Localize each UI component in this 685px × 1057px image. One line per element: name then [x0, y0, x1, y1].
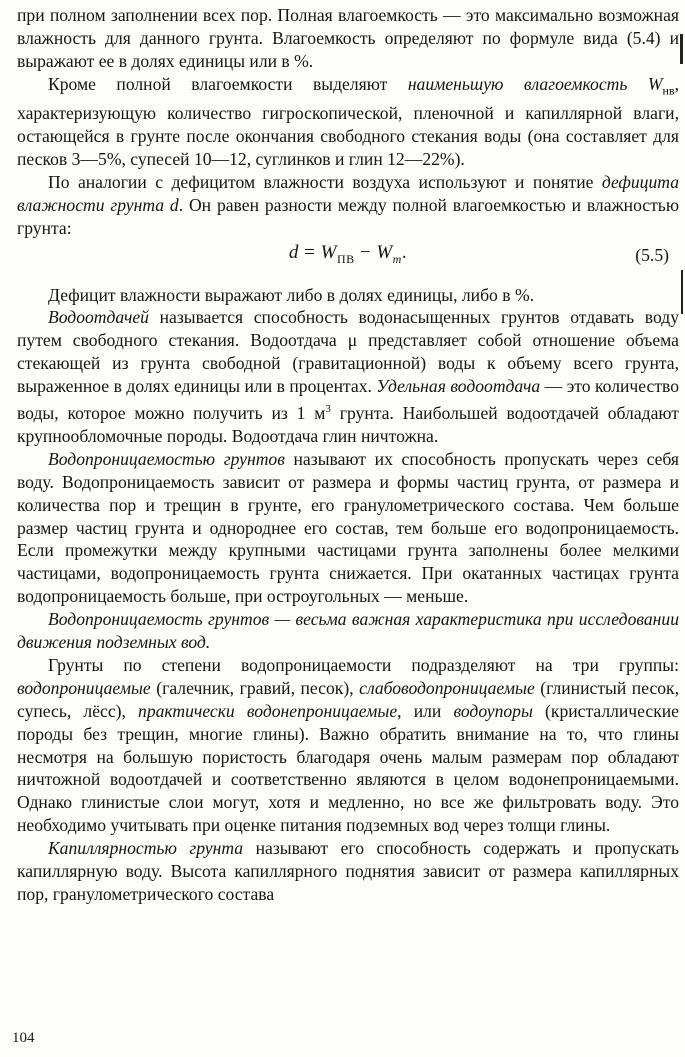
body-text [17, 4, 679, 906]
text-segment: , или [397, 700, 454, 721]
paragraph-9 [17, 837, 679, 906]
paragraph-2 [17, 73, 679, 171]
text-segment: — это количество воды, которое можно получить из 1 м [17, 376, 679, 423]
formula-minus: − [359, 241, 372, 263]
text-segment: водопроницаемые [17, 677, 151, 698]
text-segment: Дефицит влажности выражают либо в долях единицы, либо в %. [48, 284, 534, 305]
formula-lhs: d [288, 241, 299, 263]
text-segment: Водоотдачей [48, 307, 149, 328]
text-segment: 3 [325, 403, 331, 416]
formula-w-m: W [376, 241, 393, 263]
text-segment: называется способность водонасыщенных грунтов отдавать воду путем свободного стекания. Водоотдача μ представляет собой отношение объема стекающей из грунта свободной (гравитационной) воды к объему всего грунта, выраженное в долях единицы или в процентах. [17, 307, 679, 397]
formula-5-5 [17, 242, 679, 272]
text-segment: дефицита влажности грунта d [17, 171, 679, 215]
formula-expression [289, 242, 407, 271]
text-segment: (кристаллические породы без трещин, многие глины). Важно обратить внимание на то, что глины несмотря на большую пористость благодаря очень малым размерам пор обладают ничтожной водоотдачей и соответственно являются в целом водонепроницаемыми. Однако глинистые слои могут, хотя и медленно, но все же фильтровать воду. Это необходимо учитывать при оценке питания подземных вод через толщи глины. [17, 700, 679, 836]
scan-edge-mark [680, 34, 683, 64]
text-segment: Удельная водоотдача [376, 376, 541, 397]
page-number: 104 [12, 1030, 35, 1046]
text-segment: . Он равен разности между полной влагоемкостью и влажностью грунта: [17, 194, 679, 238]
paragraph-5 [17, 306, 679, 447]
text-segment: практически водонепроницаемые [138, 700, 398, 721]
paragraph-4 [17, 284, 679, 307]
text-segment: называют их способность пропускать через себя воду. Водопроницаемость зависит от размера и формы частиц грунта, от размера и количества пор и трещин в грунте, его гранулометрического состава. Чем больше размер частиц грунта и однороднее его состав, тем больше его водопроницаемость. Если промежутки между крупными частицами грунта заполнены более мелкими частицами, водопроницаемость грунта снижается. При окатанных частицах грунта водопроницаемость больше, при остроугольных — меньше. [17, 448, 680, 607]
text-segment: По аналогии с дефицитом влажности воздуха используют и понятие [48, 171, 602, 192]
paragraph-7 [17, 608, 679, 654]
text-segment: наименьшую влагоемкость W [407, 73, 663, 94]
text-segment: (галечник, гравий, песок), [150, 677, 360, 698]
scan-edge-mark [681, 270, 683, 314]
paragraph-3 [17, 171, 679, 240]
formula-w-pv: W [320, 241, 337, 263]
paragraph-6 [17, 448, 679, 608]
text-segment: слабоводопроницаемые [359, 677, 535, 698]
text-segment: грунта. Наибольшей водоотдачей обладают крупнообломочные породы. Водоотдача глин ничтожна. [17, 402, 679, 446]
text-segment: называют его способность содержать и пропускать капиллярную воду. Высота капиллярного поднятия зависит от размера капиллярных пор, гранулометрического состава [17, 838, 679, 904]
text-segment: Кроме полной влагоемкости выделяют [48, 73, 408, 94]
formula-w-m-subscript: m [392, 251, 402, 266]
text-segment: (глинистый песок, супесь, лёсс), [17, 677, 680, 721]
text-segment: Водопроницаемость грунтов — весьма важная характеристика при исследовании движения подземных вод. [17, 609, 679, 653]
formula-period: . [401, 241, 408, 263]
text-segment: водоупоры [453, 700, 533, 721]
text-segment: при полном заполнении всех пор. Полная влагоемкость — это максимально возможная влажность для данного грунта. Влагоемкость определяют по формуле вида (5.4) и выражают ее в долях единицы или в %. [17, 5, 679, 71]
text-segment: нв [662, 83, 675, 98]
formula-equals: = [304, 241, 316, 263]
text-segment: Водопроницаемостью грунтов [48, 448, 285, 469]
formula-number: (5.5) [635, 244, 669, 265]
text-segment: Капиллярностью грунта [48, 838, 244, 859]
text-segment: , характеризующую количество гигроскопической, пленочной и капиллярной влаги, остающейся в грунте после окончания свободного стекания воды (она составляет для песков 3—5%, супесей 10—12, суглинков и глин 12—22%). [17, 73, 679, 169]
formula-w-pv-subscript: ПВ [336, 251, 355, 266]
text-segment: Грунты по степени водопроницаемости подразделяют на три группы: [48, 654, 679, 675]
paragraph-8 [17, 654, 679, 837]
paragraph-1 [17, 4, 679, 73]
